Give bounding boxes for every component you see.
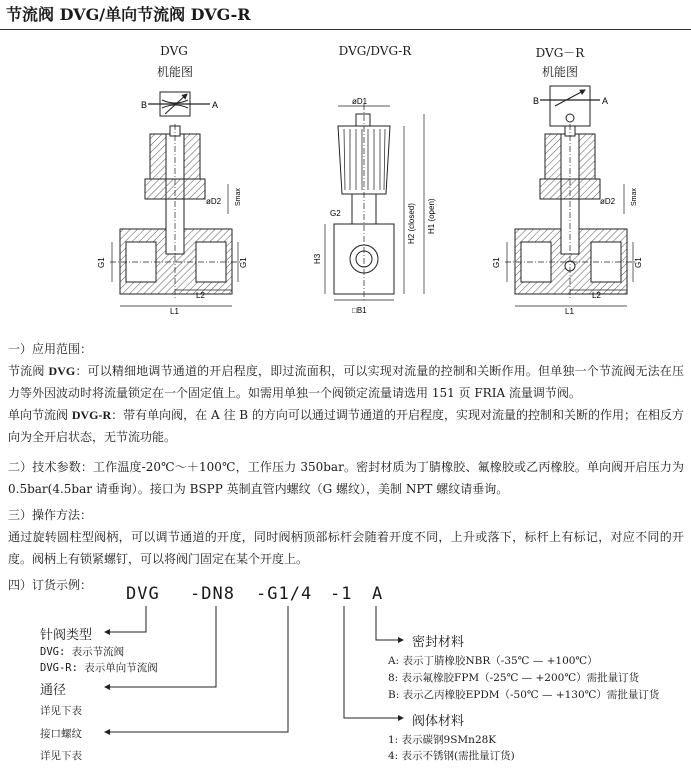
dvgr-smax-label: Smax [631,188,638,206]
dvgr-intro-text: 单向节流阀 [8,408,72,422]
section-application-dvgr [8,404,684,448]
dvg-dvgr-caption: DVG/DVG-R [338,44,412,58]
mid-h3-label: H3 [313,253,322,264]
order-port-label: 接口螺纹 [40,728,82,740]
order-vt-dvg: DVG: 表示节流阀 [40,646,125,658]
order-seal-8: 8: 表示氟橡胶FPM（-25℃ — +200℃）需批量订货 [388,672,640,684]
dvgr-symbol [533,86,608,126]
mid-d1-label: øD1 [352,97,368,106]
order-body-4: 4: 表示不锈钢(需批量订货) [388,750,515,762]
dvgr-port-b-label: B [533,96,540,106]
mid-b1-label: □B1 [352,306,367,315]
order-port-note: 详见下表 [40,750,82,762]
section-technical-params: 二）技术参数：工作温度-20℃～＋100℃，工作压力 350bar。密封材质为丁腈橡胶、氟橡胶或乙丙橡胶。单向阀开启压力为 0.5bar(4.5bar 请垂询）。接口为 BSPP 英制直管内螺纹（G 螺纹），美制 NPT 螺纹请垂询。 [8,460,684,496]
order-example-title: 四）订货示例： [8,578,93,592]
section-operation-text: 通过旋转圆柱型阀柄，可以调节通道的开度，同时阀柄顶部标杆会随着开度不同，上升或落下，标杆上有标记，对应不同的开度。阀柄上有锁紧螺钉，可以将阀门固定在某个开度上。 [8,530,684,566]
dvg-g1-right-label: G1 [239,257,248,268]
order-body-1: 1: 表示碳钢9SMn28K [388,734,497,746]
dvg-function-caption: 机能图 [156,65,193,79]
dvg-intro-text: 节流阀 [8,364,49,378]
dvgr-l1-label: L1 [565,307,574,316]
order-code-type: DVG [126,584,160,604]
dvgr-caption: DVG－R [535,46,585,60]
technical-drawings [0,34,691,334]
order-seal-a: A: 表示丁腈橡胶NBR（-35℃ — +100℃） [388,655,598,667]
mid-h2-label: H2 (closed) [407,203,416,244]
dvg-l2-label: L2 [196,291,205,300]
section-operation-title: 三）操作方法： [8,508,93,522]
order-valve-type-label: 针阀类型 [40,628,93,643]
order-seal-b: B: 表示乙丙橡胶EPDM（-50℃ — +130℃）需批量订货 [388,689,660,701]
dvgr-port-a-label: A [602,96,609,106]
dvg-g1-left-label: G1 [97,257,106,268]
order-bore-label: 通径 [40,683,67,698]
dvg-d2-label: øD2 [206,197,222,206]
drawing-canvas [0,34,691,334]
order-code-port: -G1/4 [256,584,313,604]
dvg-smax-label: Smax [235,188,242,206]
order-code-body: -1 [330,584,353,604]
order-seal-label: 密封材料 [412,635,465,650]
dvg-exterior-drawing [313,97,436,315]
order-code-seal: A [372,584,384,604]
order-bore-note: 详见下表 [40,705,82,717]
dvg-section-drawing [97,124,248,316]
dvg-caption: DVG [160,44,188,58]
dvg-symbol [141,92,218,116]
dvg-port-b-label: B [141,100,148,110]
dvgr-l2-label: L2 [592,291,601,300]
dvgr-description: ：带有单向阀，在 A 往 B 的方向可以通过调节通道的开启程度，实现对流量的控制和关断的作用；在相反方向为全开启状态，无节流功能。 [8,408,684,444]
dvg-description: ：可以精细地调节通道的开启程度，即过流面积，可以实现对流量的控制和关断作用。但单独一个节流阀无法在压力等外因波动时将流量锁定在一个固定值上。如需用单独一个阀锁定流量请选用 151 页 FRIA 流量调节阀。 [8,364,684,400]
dvgr-model-bold: DVG-R [71,408,112,422]
page-title: 节流阀 DVG/单向节流阀 DVG-R [6,5,251,24]
dvg-port-a-label: A [212,100,219,110]
section-application-dvg [8,360,684,404]
order-vt-dvgr: DVG-R: 表示单向节流阀 [40,662,158,674]
order-code-bore: -DN8 [190,584,235,604]
dvgr-section-drawing [492,124,643,316]
title-divider [0,29,691,30]
dvg-l1-label: L1 [170,307,179,316]
order-body-label: 阀体材料 [412,714,465,729]
mid-h1-label: H1 (open) [427,198,436,234]
dvgr-g1-left-label: G1 [492,257,501,268]
section-application-title: 一）应用范围： [8,342,93,356]
dvgr-g1-right-label: G1 [634,257,643,268]
dvg-model-bold: DVG [48,364,76,378]
dvgr-d2-label: øD2 [600,197,616,206]
mid-g2-label: G2 [330,209,341,218]
dvgr-function-caption: 机能图 [541,65,578,79]
